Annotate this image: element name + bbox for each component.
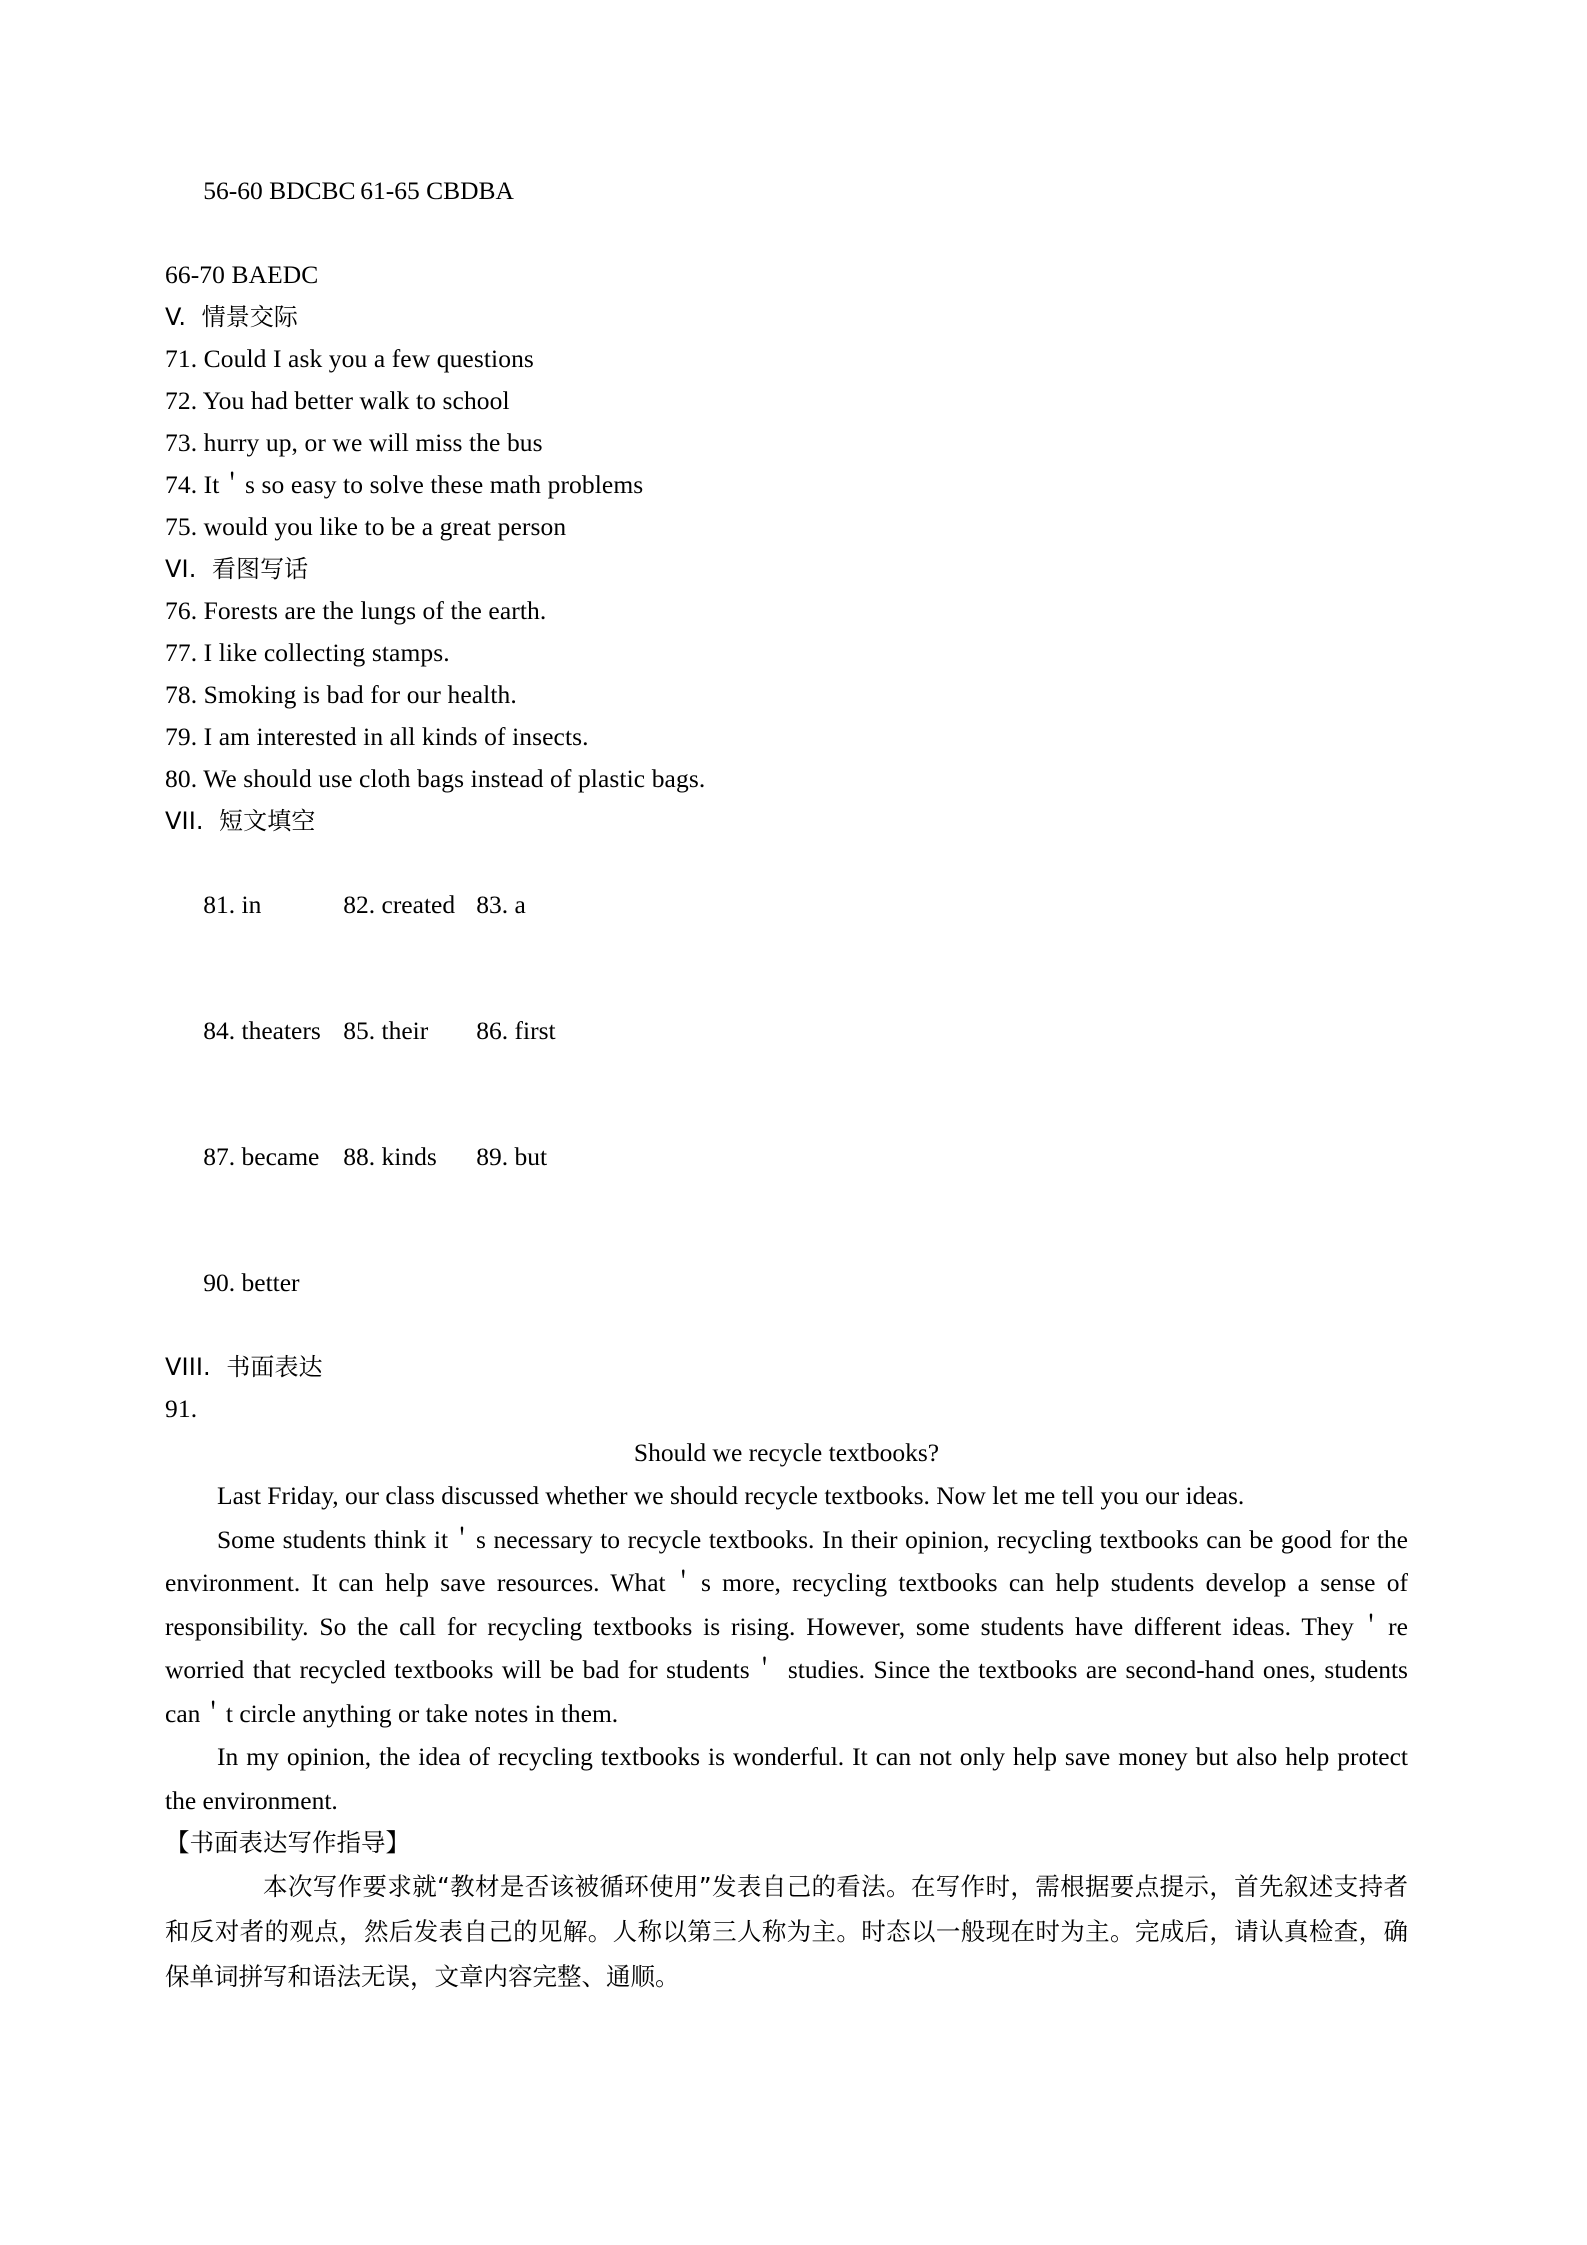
answer-item-86: 86. first	[476, 1016, 556, 1045]
answer-row-81-83	[165, 842, 1408, 968]
section-heading-viii: VIII. 书面表达	[165, 1353, 323, 1381]
answer-item-85: 85. their	[343, 1016, 429, 1045]
essay-paragraph-3: In my opinion, the idea of recycling textbooks is wonderful. It can not only help save money but also help protect the environment.	[165, 1742, 1408, 1815]
essay-paragraph-2: Some students think it＇s necessary to recycle textbooks. In their opinion, recycling textbooks can be good for the environment. It can help save resources. What＇s more, recycling textbooks can help students develop a sense of responsibility. So the call for recycling textbooks is rising. However, some students have different ideas. They＇re worried that recycled textbooks will be bad for students＇ studies. Since the textbooks are second-hand ones, students can＇t circle anything or take notes in them.	[165, 1524, 1408, 1728]
writing-guidance-heading: 【书面表达写作指导】	[165, 1828, 410, 1857]
answer-row-90	[165, 1220, 1408, 1346]
answer-group-61-65: 61-65 CBDBA	[360, 176, 514, 205]
answer-row-87-89	[165, 1094, 1408, 1220]
answer-item-80: 80. We should use cloth bags instead of plastic bags.	[165, 764, 706, 793]
section-heading-vi: VI. 看图写话	[165, 555, 309, 583]
answer-item-87: 87. became	[203, 1142, 320, 1171]
answer-row-56-65	[165, 128, 1408, 254]
answer-item-83: 83. a	[476, 890, 526, 919]
answer-item-81: 81. in	[203, 890, 262, 919]
answer-item-72: 72. You had better walk to school	[165, 386, 510, 415]
answer-item-73: 73. hurry up, or we will miss the bus	[165, 428, 543, 457]
answer-group-56-60: 56-60 BDCBC	[203, 176, 356, 205]
answer-item-88: 88. kinds	[343, 1142, 437, 1171]
essay-paragraph-1: Last Friday, our class discussed whether we should recycle textbooks. Now let me tell you our ideas.	[217, 1481, 1245, 1510]
writing-guidance-text: 本次写作要求就“教材是否该被循环使用”发表自己的看法。在写作时，需根据要点提示，首先叙述支持者和反对者的观点，然后发表自己的见解。人称以第三人称为主。时态以一般现在时为主。完成后，请认真检查，确保单词拼写和语法无误，文章内容完整、通顺。	[165, 1872, 1408, 1991]
section-heading-vii: VII. 短文填空	[165, 807, 316, 835]
answer-item-82: 82. created	[343, 890, 456, 919]
answer-item-71: 71. Could I ask you a few questions	[165, 344, 534, 373]
essay-title: Should we recycle textbooks?	[633, 1438, 940, 1467]
answer-item-91-number: 91.	[165, 1394, 198, 1423]
answer-item-78: 78. Smoking is bad for our health.	[165, 680, 517, 709]
answer-item-89: 89. but	[476, 1142, 548, 1171]
document-content	[165, 128, 1408, 1999]
answer-item-76: 76. Forests are the lungs of the earth.	[165, 596, 547, 625]
answer-row-84-86	[165, 968, 1408, 1094]
answer-item-84: 84. theaters	[203, 1016, 321, 1045]
answer-item-74: 74. It＇s so easy to solve these math problems	[165, 470, 644, 499]
section-heading-v: V. 情景交际	[165, 303, 299, 331]
answer-item-75: 75. would you like to be a great person	[165, 512, 567, 541]
answer-row-66-70: 66-70 BAEDC	[165, 260, 319, 289]
answer-item-79: 79. I am interested in all kinds of insects.	[165, 722, 589, 751]
answer-item-90: 90. better	[203, 1268, 300, 1297]
answer-item-77: 77. I like collecting stamps.	[165, 638, 450, 667]
